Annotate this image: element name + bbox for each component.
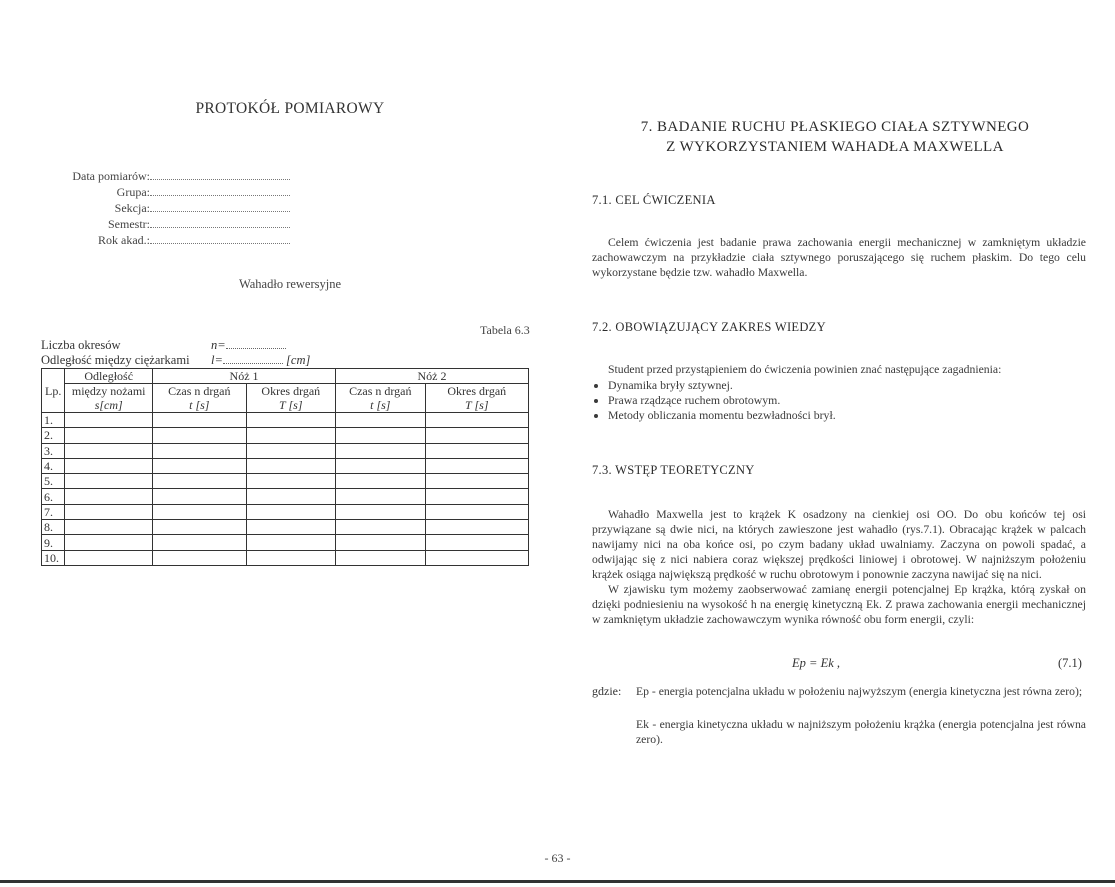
table-row (42, 458, 529, 473)
row-number: 5. (42, 474, 65, 489)
header-time-1 (153, 384, 246, 413)
form-dotted-line (150, 184, 290, 196)
table-row (42, 489, 529, 504)
table-cell (246, 413, 336, 428)
header-period-1 (246, 384, 336, 413)
list-item: • Prawa rządzące ruchem obrotowym. (608, 393, 836, 408)
section-7-2-intro (592, 362, 1086, 377)
protocol-title: PROTOKÓŁ POMIAROWY (195, 100, 385, 117)
row-number: 6. (42, 489, 65, 504)
section-7-2-heading: 7.2. OBOWIĄZUJĄCY ZAKRES WIEDZY (592, 320, 826, 334)
header-period-label: Okres drgań (261, 384, 321, 398)
table-row (42, 535, 529, 550)
form-field-section (40, 200, 290, 216)
periods-label: Liczba okresów (41, 338, 121, 352)
row-number: 8. (42, 520, 65, 535)
table-cell (153, 489, 246, 504)
section-7-3-paragraph-2: W zjawisku tym możemy zaobserwować zamianę energii potencjalnej Ep krążka, którą zyskał on dzięki podniesieniu na wysokość h na energię kinetyczną Ek. Z prawa zachowania energii mechanicznej w zamkniętym układzie zachowawczym wynika równość obu form energii, czyli: (592, 583, 1086, 626)
form-field-semester (40, 216, 290, 232)
equation: Ep = Ek , (792, 656, 841, 670)
row-number: 4. (42, 458, 65, 473)
section-7-3-text (592, 507, 1086, 627)
form-field-group (40, 184, 290, 200)
table-row (42, 504, 529, 519)
where-label: gdzie: (592, 684, 622, 698)
table-cell (65, 489, 153, 504)
table-row (42, 428, 529, 443)
section-7-1-text (592, 235, 1086, 280)
row-number: 1. (42, 413, 65, 428)
table-cell (65, 535, 153, 550)
table-cell (425, 504, 528, 519)
row-number: 2. (42, 428, 65, 443)
table-cell (153, 413, 246, 428)
section-7-3-heading: 7.3. WSTĘP TEORETYCZNY (592, 463, 755, 477)
row-number: 3. (42, 443, 65, 458)
table-cell (425, 520, 528, 535)
header-knife-1: Nóż 1 (153, 369, 336, 384)
table-cell (246, 520, 336, 535)
table-cell (425, 535, 528, 550)
table-cell (336, 474, 426, 489)
table-caption: Tabela 6.3 (480, 323, 530, 337)
table-cell (336, 413, 426, 428)
table-cell (153, 504, 246, 519)
header-lp: Lp. (42, 369, 65, 413)
table-cell (425, 413, 528, 428)
table-cell (246, 504, 336, 519)
table-cell (425, 458, 528, 473)
section-7-1-paragraph: Celem ćwiczenia jest badanie prawa zachowania energii mechanicznej w zamkniętym układzie zachowawczym na przykładzie ciała sztywnego poruszającego się ruchem płaskim. Do tego celu wykorzystane będzie tzw. wahadło Maxwella. (592, 236, 1086, 279)
table-cell (336, 489, 426, 504)
row-number: 10. (42, 550, 65, 565)
distance-label: Odległość między ciężarkami (41, 353, 190, 367)
definition-ek: Ek - energia kinetyczna układu w najniższym położeniu krążka (energia potencjalna jest równa zero). (636, 718, 1086, 746)
table-row (42, 474, 529, 489)
page-number: - 63 - (544, 851, 571, 865)
table-cell (336, 443, 426, 458)
list-item: • Metody obliczania momentu bezwładności brył. (608, 408, 836, 423)
table-cell (336, 520, 426, 535)
table-cell (246, 489, 336, 504)
form-label: Rok akad.: (98, 233, 150, 247)
table-cell (246, 428, 336, 443)
table-row (42, 520, 529, 535)
table-cell (65, 550, 153, 565)
header-time-label: Czas n drgań (349, 384, 412, 398)
chapter-title-line1: 7. BADANIE RUCHU PŁASKIEGO CIAŁA SZTYWNEGO (640, 119, 1030, 135)
header-period-unit: T [s] (279, 398, 303, 412)
header-distance: Odległość (65, 369, 153, 384)
scan-bottom-edge (0, 880, 1115, 883)
table-cell (153, 474, 246, 489)
table-cell (65, 413, 153, 428)
distance-line (41, 353, 310, 368)
periods-var: n= (211, 338, 226, 352)
table-cell (246, 550, 336, 565)
pendulum-subtitle: Wahadło rewersyjne (238, 277, 342, 291)
table-row (42, 413, 529, 428)
table-cell (246, 474, 336, 489)
table-cell (153, 428, 246, 443)
table-cell (65, 474, 153, 489)
table-cell (246, 535, 336, 550)
table-cell (425, 443, 528, 458)
measurement-table (41, 368, 529, 566)
section-7-3-paragraph-1: Wahadło Maxwella jest to krążek K osadzony na cienkiej osi OO. Do obu końców tej osi przywiązane są dwie nici, na których zawieszone jest wahadło (rys.7.1). Obracając krążek w palcach nawijamy nici na oba końce osi, po czym badany układ uwalniamy. Zaczyna on powoli spadać, a odwijając się z nici nabiera coraz większej prędkości liniowej i obrotowej. W najniższym położeniu krążek osiąga największą prędkość w ruchu obrotowym i ponownie zaczyna nawijać się na nici. (592, 508, 1086, 581)
form-field-year (40, 232, 290, 248)
section-7-2-intro-text: Student przed przystąpieniem do ćwiczenia powinien znać następujące zagadnienia: (608, 363, 1002, 376)
form-label: Data pomiarów: (72, 169, 150, 183)
form-label: Grupa: (116, 185, 150, 199)
table-cell (65, 443, 153, 458)
header-time-2 (336, 384, 426, 413)
header-time-unit: t [s] (370, 398, 391, 412)
definition-ep: Ep - energia potencjalna układu w położeniu najwyższym (energia kinetyczna jest równa zero); (636, 685, 1083, 698)
periods-count-line (41, 338, 286, 353)
distance-dotted-line (223, 353, 283, 364)
form-dotted-line (150, 232, 290, 244)
table-cell (336, 458, 426, 473)
table-cell (65, 458, 153, 473)
chapter-title-line2: Z WYKORZYSTANIEM WAHADŁA MAXWELLA (666, 139, 1004, 155)
list-item: • Dynamika bryły sztywnej. (608, 378, 836, 393)
table-cell (336, 535, 426, 550)
header-distance-unit: s[cm] (94, 398, 123, 412)
table-cell (425, 474, 528, 489)
table-cell (246, 458, 336, 473)
equation-number: (7.1) (1058, 656, 1082, 670)
header-time-unit: t [s] (189, 398, 210, 412)
table-cell (65, 504, 153, 519)
table-cell (425, 550, 528, 565)
table-cell (425, 428, 528, 443)
form-label: Sekcja: (114, 201, 150, 215)
periods-dotted-line (226, 338, 286, 349)
header-knife-2: Nóż 2 (336, 369, 529, 384)
distance-var: l= (211, 353, 223, 367)
chapter-title (560, 117, 1110, 157)
table-cell (153, 458, 246, 473)
header-period-label: Okres drgań (447, 384, 507, 398)
table-cell (425, 489, 528, 504)
form-dotted-line (150, 216, 290, 228)
table-cell (153, 535, 246, 550)
row-number: 9. (42, 535, 65, 550)
table-cell (65, 520, 153, 535)
table-row (42, 443, 529, 458)
header-period-2 (425, 384, 528, 413)
table-row (42, 550, 529, 565)
form-label: Semestr: (108, 217, 150, 231)
header-period-unit: T [s] (465, 398, 489, 412)
table-cell (153, 550, 246, 565)
form-dotted-line (150, 168, 290, 180)
header-distance-line2: między nożami (71, 384, 146, 398)
table-cell (246, 443, 336, 458)
form-field-date (40, 168, 290, 184)
row-number: 7. (42, 504, 65, 519)
header-distance-sub (65, 384, 153, 413)
table-cell (336, 550, 426, 565)
knowledge-list (592, 378, 836, 423)
section-7-1-heading: 7.1. CEL ĆWICZENIA (592, 193, 716, 207)
table-cell (336, 428, 426, 443)
table-cell (153, 520, 246, 535)
header-time-label: Czas n drgań (168, 384, 231, 398)
table-cell (153, 443, 246, 458)
table-cell (65, 428, 153, 443)
table-cell (336, 504, 426, 519)
form-dotted-line (150, 200, 290, 212)
distance-unit: [cm] (286, 353, 311, 367)
